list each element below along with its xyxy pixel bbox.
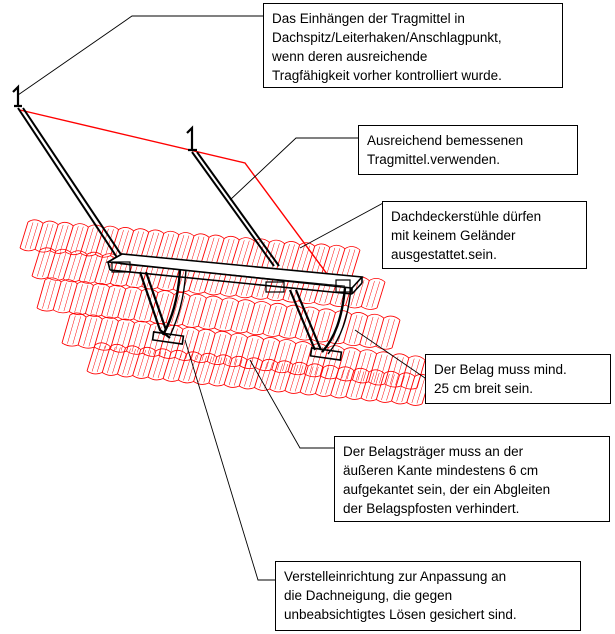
callout-belag-breite xyxy=(425,354,611,404)
callout-text-line: äußeren Kante mindestens 6 cm xyxy=(343,463,539,478)
callout-text-line: Der Belagsträger muss an der xyxy=(343,444,524,459)
callout-text-line: Tragfähigkeit vorher kontrolliert wurde. xyxy=(272,68,502,83)
callout-text-line: ausgestattet.sein. xyxy=(391,247,497,262)
callout-text-line: der Belagspfosten verhindert. xyxy=(343,501,520,516)
callout-verstelleinrichtung xyxy=(275,561,581,631)
callout-text-line: die Dachneigung, die gegen xyxy=(284,588,453,603)
callout-tragmittel-bemessen xyxy=(358,125,578,175)
callout-text-line: Ausreichend bemessenen xyxy=(367,133,524,148)
callout-gelaender xyxy=(382,201,587,269)
callout-text-line: Dachspitz/Leiterhaken/Anschlagpunkt, xyxy=(272,30,502,45)
callout-text-line: mit keinem Geländer xyxy=(391,228,516,243)
callout-belagstraeger xyxy=(334,436,610,522)
callout-text-line: Der Belag muss mind. xyxy=(434,362,567,377)
callout-text-line: Das Einhängen der Tragmittel in xyxy=(272,11,465,26)
callout-text-line: 25 cm breit sein. xyxy=(434,381,534,396)
callout-text-line: Dachdeckerstühle dürfen xyxy=(391,209,542,224)
callout-tragmittel-anschlag xyxy=(263,3,563,88)
ladder-hook-icon xyxy=(13,87,22,106)
callout-text-line: Verstelleinrichtung zur Anpassung an xyxy=(284,569,507,584)
suspension-rods xyxy=(18,108,279,266)
callout-text-line: unbeabsichtigtes Lösen gesichert sind. xyxy=(284,607,517,622)
callout-text-line: aufgekantet sein, der ein Abgleiten xyxy=(343,482,551,497)
callout-text-line: wenn deren ausreichende xyxy=(272,49,428,64)
roof-tiles xyxy=(20,220,430,406)
callout-text-line: Tragmittel.verwenden. xyxy=(367,152,501,167)
ladder-hook-icon xyxy=(187,128,197,150)
